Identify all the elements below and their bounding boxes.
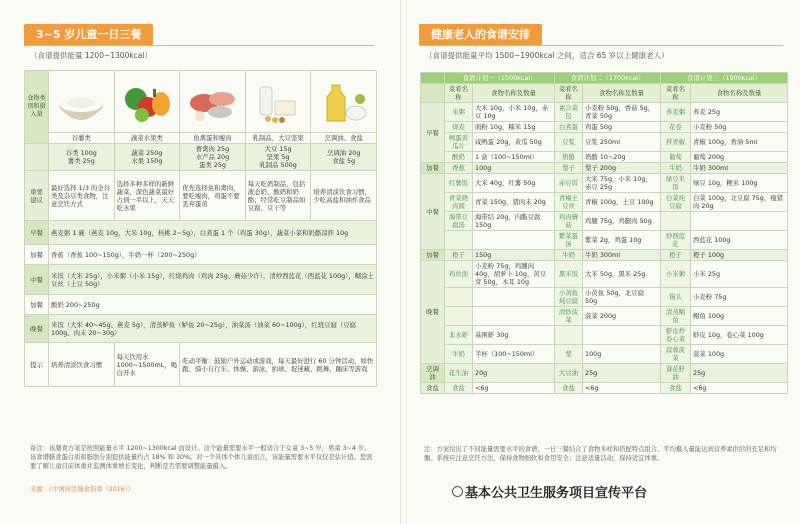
dish-cell: 花卷 — [661, 122, 691, 133]
meal-label: 晚餐 — [421, 261, 445, 364]
food-name-2: 鱼禽蛋和瘦肉 — [180, 133, 246, 144]
meal-snack1: 香蕉（香蕉 100~150g），牛奶一杯（200~250g） — [49, 245, 377, 265]
dish-cell — [555, 326, 583, 345]
dish-cell: 牛奶 — [661, 163, 691, 174]
table-row — [421, 261, 788, 288]
dish-cell: 葡萄 — [661, 152, 691, 163]
dish-cell: 香蕉 — [445, 163, 473, 174]
dish-cell: 青椒土豆丝 — [555, 193, 583, 212]
col-dish-3: 菜肴名称 — [661, 84, 691, 103]
dish-cell: 橙子 — [445, 250, 473, 261]
table-row — [421, 152, 788, 163]
table-row — [421, 345, 788, 364]
food-cell — [473, 307, 555, 326]
dish-cell — [445, 288, 473, 307]
food-cell: 鸡腿 75g，鸡腿肉 50g — [583, 212, 661, 231]
food-cell: 大米 40g，红薯 50g — [473, 174, 555, 193]
food-cell: 橙子 100g — [691, 250, 788, 261]
food-cell: 100g — [583, 345, 661, 364]
food-cell: <6g — [473, 383, 555, 394]
dish-cell: 鸭蛋黄瓜片 — [445, 133, 473, 152]
food-cell: 牛奶 300ml — [691, 163, 788, 174]
col-dish-2: 菜肴名称 — [555, 84, 583, 103]
table-row — [421, 174, 788, 193]
left-source: 来源：《中国居民膳食指南（2016）》 — [30, 486, 135, 493]
food-cell: 面粉 10g，糯米 15g — [473, 122, 555, 133]
meal-snack2: 酸奶 200~250g — [49, 295, 377, 315]
food-cell-0 — [49, 71, 115, 133]
food-name-4: 烹调油、食盐 — [311, 133, 377, 144]
dish-cell: 花生油 — [445, 364, 473, 383]
meal-lunch: 米饭（大米 25g），小米粥（小米 15g），红烧鸡肉（鸡肉 25g、蘑菇少许），清炒西蓝花（西蓝花 100g），糊涂土豆丝（土豆 50g） — [49, 265, 377, 295]
dish-cell: 拌青椒 — [661, 133, 691, 152]
food-cell: 小麦粉 75g — [691, 288, 788, 307]
tip-0: 培养清淡饮食习惯 — [49, 343, 115, 387]
food-cell-3 — [245, 71, 311, 133]
advice-0: 最好选择 1/3 的全谷类及杂豆类食物，注意烹饪方式 — [49, 171, 115, 221]
dish-cell: 海带豆腐汤 — [445, 212, 473, 231]
food-cell: 鲳鱼 100g — [691, 307, 788, 326]
dish-cell: 烧麦 — [445, 122, 473, 133]
tip-2: 吃动平衡：鼓励户外运动或游戏，每天最好进行 60 分钟活动，如快跑、骑小自行车、体操、游泳、拍球、捉迷藏、跳舞、蹦床等游戏 — [180, 343, 377, 387]
col-food-2: 食物名称及数量 — [583, 84, 661, 103]
food-cell: 豆浆 250ml — [583, 133, 661, 152]
meal-label-snack1: 加餐 — [25, 245, 49, 265]
table-row — [421, 364, 788, 383]
dish-cell: 青菜烧肉圆 — [445, 193, 473, 212]
dish-cell: 牛奶 — [555, 250, 583, 261]
food-cell: 菠菜 100g — [691, 345, 788, 364]
elderly-meal-rows — [421, 103, 788, 394]
food-name-0: 谷薯类 — [49, 133, 115, 144]
food-amount-1: 蔬菜 250g 水果 150g — [114, 144, 180, 171]
meal-label-breakfast: 早餐 — [25, 221, 49, 245]
wechat-icon — [452, 486, 463, 497]
food-cell: 绿豆 10g，粳米 100g — [691, 174, 788, 193]
food-cell: 半杯（100~150ml） — [473, 345, 555, 364]
meal-breakfast: 燕麦粥 1 碗（燕麦 10g，大米 10g，核桃 2~5g），白煮蛋 1 个（鸡蛋 30g），蔬菜小菜和奶酪凉拌 10g — [49, 221, 377, 245]
milk-soy-icon — [250, 77, 306, 127]
dish-cell: 梨子 — [555, 163, 583, 174]
food-cell — [583, 326, 661, 345]
dish-cell: 白煮蛋 — [555, 122, 583, 133]
table-row — [421, 122, 788, 133]
meal-dinner: 米饭（大米 40~45g、燕麦 5g），清蒸鲈鱼（鲈鱼 20~25g），油菜汤（油菜 60~100g），红烧豆腐（豆腐 100g、肉末 20~30g） — [49, 315, 377, 343]
table-row — [421, 212, 788, 231]
table-row — [421, 307, 788, 326]
meal-label-lunch: 中餐 — [25, 265, 49, 295]
food-cell: 小麦粉 50g — [691, 122, 788, 133]
plan-header-1: 食谱计划一（1500kcal） — [445, 73, 555, 84]
dish-cell: 食盐 — [661, 383, 691, 394]
dish-cell: 韭水虾 — [445, 326, 473, 345]
food-cell: 紫菜 2g，鸡蛋 10g — [583, 231, 661, 250]
plan-header-3: 食谱计划三（1900kcal） — [661, 73, 788, 84]
food-cell: 1 盒（100~150ml） — [473, 152, 555, 163]
food-cell — [473, 288, 555, 307]
food-cell-2 — [180, 71, 246, 133]
food-cell: 基围虾 30g — [473, 326, 555, 345]
left-note: 备注：该膳食方案是按照能量水平 1200~1300kcal 而设计。这个能量需要水平一般适合于女童 3~5 岁，男童 3~4 岁。该食谱膳食蛋白质和脂肪分别提供能量约占 18% 和 30%。对一个具体个体儿童而言，该能量需要水平仅仅是估计值。您需要了解儿童目前体重并监测体重增长变化，判断是否需要调整能量摄入。 — [30, 445, 373, 470]
food-cell: 青椒 100g，香油 5ml — [691, 133, 788, 152]
dish-cell: 豆浆 — [555, 133, 583, 152]
table-row — [421, 231, 788, 250]
advice-4: 培养清淡饮食习惯，少吃高盐和油炸食品 — [311, 171, 377, 221]
table-row — [421, 250, 788, 261]
dish-cell: 小米粥 — [661, 261, 691, 288]
tip-1: 每天饮用水 1000~1500mL，喝白开水 — [114, 343, 180, 387]
food-cell: <6g — [583, 383, 661, 394]
dish-cell: 清炒菠菜 — [555, 307, 583, 326]
food-cell: 小麦粉 50g，香菇 5g，青菜 50g — [583, 103, 661, 122]
food-cell: 奶酪 10~20g — [583, 152, 661, 163]
dish-cell: 炒西蓝花 — [661, 231, 691, 250]
advice-1: 选择多种多样的新鲜蔬菜，深色蔬菜最好占到一半以上，天天吃水果 — [114, 171, 180, 221]
dish-cell — [445, 307, 473, 326]
food-cell: 150g — [473, 250, 555, 261]
table-row — [421, 383, 788, 394]
meal-label: 中餐 — [421, 174, 445, 250]
food-cell: 梨子 200g — [583, 163, 661, 174]
left-subtitle: （食谱提供能量 1200~1300kcal） — [30, 51, 152, 60]
dish-cell: 红薯饭 — [445, 174, 473, 193]
elderly-meal-table — [420, 72, 788, 394]
right-subtitle: （食谱提供能量平均 1500~1900kcal 之间，适合 65 岁以上健康老人） — [425, 51, 669, 60]
advice-3: 每天吃奶制品，包括液态奶、酸奶和奶酪；经常吃豆制品如豆腐、豆干等 — [245, 171, 311, 221]
food-cell: 白菜 100g，北豆腐 75g，瘦猪肉 20g — [691, 193, 788, 212]
left-title-rule — [24, 45, 374, 46]
food-amount-0: 谷类 100g 薯类 25g — [49, 144, 115, 171]
food-amount-4: 烹调油 20g 食盐 5g — [311, 144, 377, 171]
food-cell — [691, 212, 788, 231]
dish-cell: 葵花籽油 — [661, 364, 691, 383]
food-cell: 20g — [473, 364, 555, 383]
dish-cell: 鸡肉蘑菇 — [555, 212, 583, 231]
food-cell — [473, 231, 555, 250]
right-title-rule — [419, 45, 783, 46]
dish-cell: 荞麦粥 — [661, 103, 691, 122]
dish-cell: 牛奶 — [445, 345, 473, 364]
meal-label: 烹调油 — [421, 364, 445, 383]
meal-label: 加餐 — [421, 250, 445, 261]
col-food-1: 食物名称及数量 — [473, 84, 555, 103]
table-row — [421, 326, 788, 345]
food-cell: 大米 10g，小米 10g，赤豆 10g — [473, 103, 555, 122]
table-row — [421, 133, 788, 152]
food-cell: 25g — [583, 364, 661, 383]
dish-cell: 黑米饭 — [555, 261, 583, 288]
dish-cell: 赤豆饭 — [555, 174, 583, 193]
dish-cell: 奶酪 — [555, 152, 583, 163]
food-cell: 大米 50g，黑米 25g — [583, 261, 661, 288]
food-cell: <6g — [691, 383, 788, 394]
dish-cell: 绿豆米饭 — [661, 174, 691, 193]
food-cell: 牛奶 300ml — [583, 250, 661, 261]
vegetables-fruit-icon — [119, 77, 175, 127]
dish-cell: 虾皮炒卷心菜 — [661, 326, 691, 345]
food-cell: 虾皮 10g，卷心菜 100g — [691, 326, 788, 345]
dish-cell: 紫菜蛋汤 — [555, 231, 583, 250]
food-name-3: 乳制品、大豆坚果 — [245, 133, 311, 144]
rice-bowl-icon — [53, 77, 109, 127]
food-cell: 菠菜 200g — [583, 307, 661, 326]
left-title: 3~5 岁儿童一日三餐 — [24, 24, 153, 46]
col-dish-1: 菜肴名称 — [445, 84, 473, 103]
food-cell: 大米 75g，小米 10g，赤豆 25g — [583, 174, 661, 193]
food-cell-1 — [114, 71, 180, 133]
food-amount-2: 畜禽肉 25g 水产品 20g 蛋类 25g — [180, 144, 246, 171]
dish-cell — [445, 231, 473, 250]
right-note: 注：方案给出了不同能量需要水平的食谱，一日三餐结合了食物多样和搭配特点组合。平均摄入量能达到营养素供给的充足和均衡。系统应注意烹饪方法，保持食物细软和食用安全；注意适量活动，保持适宜体重。 — [424, 446, 777, 462]
meat-fish-icon — [184, 77, 240, 127]
food-cell: 海带结 20g，内酯豆腐 150g — [473, 212, 555, 231]
dish-cell: 馒头 — [661, 288, 691, 307]
dish-cell: 蒜蓉菠菜 — [661, 345, 691, 364]
dish-cell: 食盐 — [555, 383, 583, 394]
child-meal-table — [24, 70, 377, 387]
food-cell: 100g — [473, 163, 555, 174]
food-cell: 青菜 150g，猪肉末 20g — [473, 193, 555, 212]
dish-cell: 鸡丝面 — [445, 261, 473, 288]
food-cell: 葡萄 200g — [691, 152, 788, 163]
table-row — [421, 193, 788, 212]
advice-2: 优先选择鱼和禽肉，要吃瘦肉，鸡蛋不要丢弃蛋黄 — [180, 171, 246, 221]
food-cell: 小黄鱼 50g，北豆腐 50g — [583, 288, 661, 307]
advice-label: 重要建议 — [25, 171, 49, 221]
dish-cell: 清蒸鲳鱼 — [661, 307, 691, 326]
dish-cell — [661, 212, 691, 231]
food-cell: 小麦粉 75g，鸡脯肉 40g，胡萝卜 10g，黄豆芽 50g，木耳 10g — [473, 261, 555, 288]
meal-label: 加餐 — [421, 163, 445, 174]
food-cell: 小米 25g — [691, 261, 788, 288]
dish-cell: 素合菜包 — [555, 103, 583, 122]
dish-cell: 梨 — [555, 345, 583, 364]
plan-header-2: 食谱计划二（1700kcal） — [555, 73, 661, 84]
dish-cell: 白菜炖豆腐 — [661, 193, 691, 212]
food-cell: 青椒 100g，土豆 100g — [583, 193, 661, 212]
oil-salt-icon — [316, 77, 372, 127]
food-cell: 25g — [691, 364, 788, 383]
watermark: 基本公共卫生服务项目宣传平台 — [465, 486, 648, 501]
food-cell: 荞麦 25g — [691, 103, 788, 122]
dish-cell: 酸奶 — [445, 152, 473, 163]
food-cell: 咸鸭蛋 20g，黄瓜 50g — [473, 133, 555, 152]
food-cell: 西蓝花 100g — [691, 231, 788, 250]
dish-cell: 米粥 — [445, 103, 473, 122]
food-cell: 鸡蛋 50g — [583, 122, 661, 133]
table-row — [421, 103, 788, 122]
tips-label: 提示 — [25, 343, 49, 387]
dish-cell: 小黄鱼炖豆腐 — [555, 288, 583, 307]
food-name-1: 蔬菜水果类 — [114, 133, 180, 144]
table-row — [421, 288, 788, 307]
table-row — [421, 163, 788, 174]
food-category-header: 食物类别和摄入量 — [25, 71, 49, 144]
dish-cell: 大豆油 — [555, 364, 583, 383]
col-food-3: 食物名称及数量 — [691, 84, 788, 103]
dish-cell: 食盐 — [445, 383, 473, 394]
meal-label: 食盐 — [421, 383, 445, 394]
food-amount-3: 大豆 15g 坚果 5g 乳制品 500g — [245, 144, 311, 171]
meal-label-dinner: 晚餐 — [25, 315, 49, 343]
food-cell-4 — [311, 71, 377, 133]
meal-label-snack2: 加餐 — [25, 295, 49, 315]
dish-cell: 橙子 — [661, 250, 691, 261]
meal-label: 早餐 — [421, 103, 445, 163]
right-title: 健康老人的食谱安排 — [419, 24, 542, 46]
